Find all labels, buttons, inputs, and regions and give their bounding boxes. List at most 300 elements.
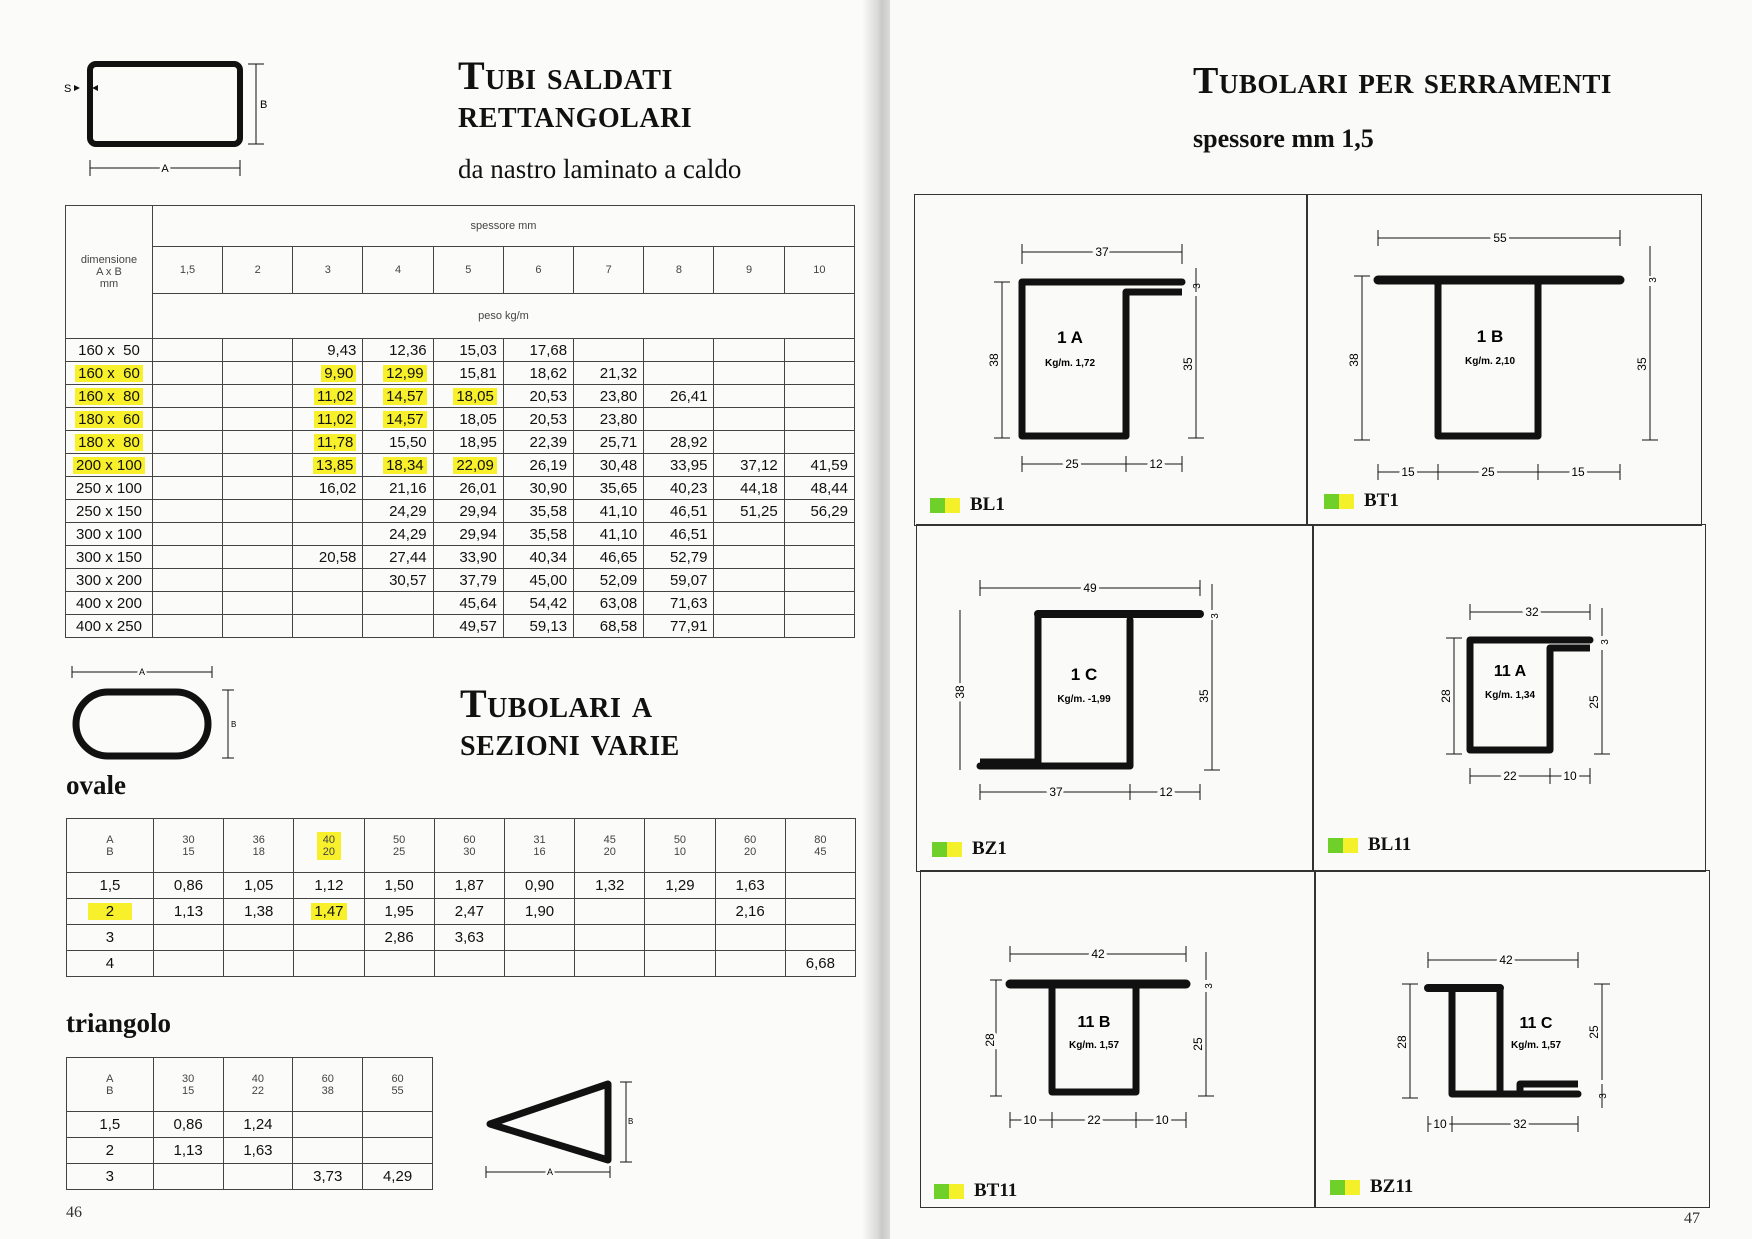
svg-text:37: 37 <box>1049 785 1063 799</box>
cell-value: 37,79 <box>459 571 497 589</box>
weight-cell <box>574 592 644 615</box>
cell-value: 15,81 <box>459 364 497 382</box>
weight-cell <box>223 523 293 546</box>
cell-value: 16,02 <box>318 479 357 497</box>
table-row <box>67 925 856 951</box>
size-header: 60 55 <box>363 1058 433 1112</box>
weight-cell <box>715 925 785 951</box>
cell-value: 37,12 <box>740 456 778 474</box>
cell-value: 25,71 <box>599 433 638 451</box>
weight-cell <box>363 615 433 638</box>
weight-cell <box>644 454 714 477</box>
size-header: 45 20 <box>575 819 645 873</box>
cell-value: 44,18 <box>740 479 778 497</box>
cell-value: 54,42 <box>529 594 568 612</box>
cell-value: 1,24 <box>243 1116 273 1133</box>
cell-value: 14,57 <box>383 411 427 428</box>
cell-value: 7 <box>605 264 612 276</box>
weight-cell <box>645 951 715 977</box>
profile-code-bl1: BL1 <box>930 494 1005 516</box>
cell-value: 48,44 <box>810 479 848 497</box>
weight-cell <box>644 339 714 362</box>
weight-cell <box>644 523 714 546</box>
cell-value: 300 x 150 <box>76 548 142 566</box>
svg-text:22: 22 <box>1503 769 1517 783</box>
right-page <box>890 0 1752 1239</box>
cell-value: 1,13 <box>173 1142 203 1159</box>
weight-cell <box>293 408 363 431</box>
thickness-header <box>293 247 363 294</box>
cell-value: 8 <box>675 264 682 276</box>
weight-cell <box>224 925 294 951</box>
size-header: 60 20 <box>715 819 785 873</box>
svg-text:42: 42 <box>1499 953 1513 967</box>
size-header: 31 16 <box>504 819 574 873</box>
cell-value: 18,05 <box>453 388 497 405</box>
cell-value: 300 x 200 <box>76 571 142 589</box>
cell-value: 6,68 <box>805 955 835 972</box>
weight-cell <box>503 546 573 569</box>
svg-text:1 C: 1 C <box>1070 665 1098 684</box>
weight-cell <box>784 615 854 638</box>
table-row <box>66 362 855 385</box>
table-row <box>66 408 855 431</box>
weight-cell <box>223 546 293 569</box>
weight-cell <box>223 615 293 638</box>
cell-value: 30,57 <box>389 571 427 589</box>
weight-cell <box>644 408 714 431</box>
weight-cell <box>224 899 294 925</box>
cell-value: 30,90 <box>529 479 568 497</box>
weight-cell <box>433 454 503 477</box>
profile-code-bz11: BZ11 <box>1330 1176 1413 1198</box>
profile-11b-drawing <box>983 944 1230 1134</box>
cell-value: 0,86 <box>173 877 204 894</box>
cell-value: 11,02 <box>314 388 356 405</box>
weight-cell <box>363 408 433 431</box>
cell-value: 33,90 <box>459 548 497 566</box>
cell-value: 200 x 100 <box>73 457 145 474</box>
weight-cell <box>575 873 645 899</box>
cell-value: 12,36 <box>389 341 427 359</box>
weight-cell <box>363 385 433 408</box>
weight-cell <box>714 362 784 385</box>
weight-cell <box>223 454 293 477</box>
weight-cell <box>714 408 784 431</box>
thickness-header <box>644 247 714 294</box>
profile-code-bz1: BZ1 <box>932 838 1007 860</box>
thickness-cell <box>67 1112 154 1138</box>
weight-cell <box>785 925 855 951</box>
dimension-cell <box>66 362 153 385</box>
weight-cell <box>152 546 222 569</box>
oval-a-label: A <box>138 667 146 677</box>
weight-cell <box>433 477 503 500</box>
cell-value: 35,58 <box>529 525 568 543</box>
cell-value: 1,5 <box>99 877 121 894</box>
svg-text:3: 3 <box>1204 983 1215 989</box>
weight-cell <box>224 873 294 899</box>
weight-cell <box>503 500 573 523</box>
profile-1a-drawing <box>960 228 1203 488</box>
weight-cell <box>503 592 573 615</box>
weight-cell <box>784 569 854 592</box>
cell-value: 21,32 <box>599 364 638 382</box>
weight-cell <box>224 951 294 977</box>
cell-value: 45,64 <box>459 594 497 612</box>
weight-cell <box>645 925 715 951</box>
size-header: 50 25 <box>364 819 434 873</box>
weight-cell <box>714 569 784 592</box>
cell-value: 41,59 <box>810 456 848 474</box>
weight-cell <box>714 385 784 408</box>
weight-cell <box>784 523 854 546</box>
weight-cell <box>363 592 433 615</box>
thickness-header <box>152 247 222 294</box>
weight-cell <box>433 362 503 385</box>
table-row <box>66 500 855 523</box>
weight-cell <box>293 500 363 523</box>
weight-cell <box>293 431 363 454</box>
weight-cell <box>152 431 222 454</box>
dimension-cell <box>66 454 153 477</box>
cell-value: 59,07 <box>669 571 708 589</box>
cell-value: 1,29 <box>665 877 695 894</box>
weight-cell <box>153 951 223 977</box>
table-row <box>67 1112 433 1138</box>
weight-cell <box>363 523 433 546</box>
svg-text:10: 10 <box>1023 1113 1037 1127</box>
svg-text:3: 3 <box>1192 283 1203 289</box>
cell-value: 11,78 <box>314 434 356 451</box>
cell-value: 29,94 <box>459 502 497 520</box>
cell-value: 1,63 <box>243 1142 273 1159</box>
weight-cell <box>153 873 223 899</box>
weight-cell <box>152 523 222 546</box>
ovale-table <box>66 818 856 977</box>
profile-1b-drawing <box>1347 228 1670 488</box>
cell-value: 9,43 <box>327 341 357 359</box>
svg-text:22: 22 <box>1087 1113 1101 1127</box>
cell-value: 14,57 <box>383 388 427 405</box>
cell-value: 15,50 <box>389 433 427 451</box>
cell-value: 4,29 <box>382 1168 413 1185</box>
svg-text:11 C: 11 C <box>1519 1015 1553 1032</box>
weight-cell <box>715 951 785 977</box>
svg-text:25: 25 <box>1587 1025 1601 1039</box>
cell-value: 3 <box>105 1168 115 1185</box>
svg-text:35: 35 <box>1181 357 1195 371</box>
weight-cell <box>294 925 364 951</box>
weight-cell <box>784 454 854 477</box>
cell-value: 46,51 <box>669 502 708 520</box>
weight-cell <box>434 899 504 925</box>
dimension-cell <box>66 592 153 615</box>
cell-value: 1,50 <box>384 877 414 894</box>
svg-text:12: 12 <box>1159 785 1173 799</box>
cell-value: 68,58 <box>599 617 638 635</box>
weight-cell <box>503 431 573 454</box>
weight-cell <box>784 408 854 431</box>
cell-value: 9,90 <box>321 365 356 382</box>
thickness-cell <box>67 1164 154 1190</box>
cell-value: 35,65 <box>599 479 638 497</box>
cell-value: 18,05 <box>459 410 497 428</box>
weight-cell <box>293 592 363 615</box>
weight-cell <box>293 523 363 546</box>
cell-value: 400 x 200 <box>76 594 142 612</box>
cell-value: 63,08 <box>599 594 638 612</box>
cell-value: 2 <box>254 264 261 276</box>
color-swatch <box>930 498 960 513</box>
weight-cell <box>644 362 714 385</box>
cell-value: 1,5 <box>99 1116 121 1133</box>
svg-text:Kg/m. 1,57: Kg/m. 1,57 <box>1068 1040 1120 1051</box>
subtitle-spessore: spessore mm 1,5 <box>1193 124 1374 153</box>
thickness-header <box>503 247 573 294</box>
weight-cell <box>433 592 503 615</box>
thickness-header <box>574 247 644 294</box>
weight-cell <box>784 546 854 569</box>
svg-text:28: 28 <box>1439 689 1453 703</box>
size-header: 36 18 <box>224 819 294 873</box>
weight-cell <box>223 408 293 431</box>
cell-value: 23,80 <box>599 410 638 428</box>
profile-1c-drawing <box>953 580 1221 810</box>
weight-cell <box>223 569 293 592</box>
size-header: 30 15 <box>153 1058 223 1112</box>
weight-cell <box>784 362 854 385</box>
svg-text:42: 42 <box>1091 947 1105 961</box>
weight-cell <box>574 500 644 523</box>
weight-cell <box>715 899 785 925</box>
weight-cell <box>152 569 222 592</box>
dimension-cell <box>66 477 153 500</box>
weight-cell <box>223 431 293 454</box>
weight-cell <box>152 592 222 615</box>
size-header: 40 22 <box>223 1058 293 1112</box>
cell-value: 1,95 <box>384 903 414 920</box>
weight-cell <box>644 615 714 638</box>
svg-text:10: 10 <box>1155 1113 1169 1127</box>
weight-cell <box>433 385 503 408</box>
weight-cell <box>785 873 855 899</box>
weight-cell <box>363 362 433 385</box>
weight-cell <box>363 454 433 477</box>
weight-cell <box>433 408 503 431</box>
weight-cell <box>294 873 364 899</box>
weight-cell <box>434 951 504 977</box>
weight-cell <box>715 873 785 899</box>
triangolo-label: triangolo <box>66 1008 171 1038</box>
cell-value: 2 <box>88 903 132 920</box>
weight-cell <box>714 339 784 362</box>
table-row <box>67 1164 433 1190</box>
weight-cell <box>784 500 854 523</box>
svg-text:Kg/m. 2,10: Kg/m. 2,10 <box>1464 356 1516 367</box>
thickness-header <box>363 247 433 294</box>
table-row <box>67 951 856 977</box>
cell-value: 71,63 <box>669 594 708 612</box>
thickness-cell <box>67 951 154 977</box>
weight-cell <box>433 615 503 638</box>
cell-value: 26,41 <box>669 387 708 405</box>
weight-cell <box>152 339 222 362</box>
weight-cell <box>293 1164 363 1190</box>
weight-cell <box>153 1138 223 1164</box>
table-row <box>66 615 855 638</box>
weight-cell <box>503 523 573 546</box>
table-row <box>67 1138 433 1164</box>
cell-value: 15,03 <box>459 341 497 359</box>
page-number-left: 46 <box>66 1204 82 1221</box>
cell-value: 29,94 <box>459 525 497 543</box>
cell-value: 11,02 <box>314 411 356 428</box>
weight-cell <box>364 873 434 899</box>
svg-text:Kg/m. -1,99: Kg/m. -1,99 <box>1057 694 1111 705</box>
cell-value: 24,29 <box>389 525 427 543</box>
table-row <box>66 592 855 615</box>
cell-value: 20,58 <box>318 548 357 566</box>
weight-cell <box>784 477 854 500</box>
weight-cell <box>714 431 784 454</box>
subtitle-nastro: da nastro laminato a caldo <box>458 154 742 184</box>
thickness-cell <box>67 873 154 899</box>
title-serramenti: Tubolari per serramenti <box>1193 60 1612 102</box>
profile-code-bt1: BT1 <box>1324 490 1399 512</box>
dimension-cell <box>66 500 153 523</box>
weight-cell <box>434 873 504 899</box>
table-header-row <box>67 819 856 873</box>
svg-text:35: 35 <box>1635 357 1649 371</box>
svg-text:3: 3 <box>1598 1093 1609 1099</box>
weight-cell <box>503 408 573 431</box>
weight-cell <box>503 615 573 638</box>
ovale-label: ovale <box>66 770 126 800</box>
weight-cell <box>293 1138 363 1164</box>
size-header: 60 38 <box>293 1058 363 1112</box>
weight-cell <box>645 899 715 925</box>
weight-cell <box>433 546 503 569</box>
color-swatch <box>932 842 962 857</box>
cell-value: 45,00 <box>529 571 568 589</box>
weight-cell <box>714 523 784 546</box>
weight-cell <box>785 951 855 977</box>
rect-tube-table <box>65 205 855 638</box>
cell-value: 1,90 <box>524 903 555 920</box>
svg-text:Kg/m. 1,57: Kg/m. 1,57 <box>1510 1040 1562 1051</box>
svg-text:25: 25 <box>1587 695 1601 709</box>
svg-text:10: 10 <box>1563 769 1577 783</box>
weight-cell <box>433 339 503 362</box>
weight-cell <box>152 454 222 477</box>
cell-value: 1,38 <box>244 903 274 920</box>
color-swatch <box>1330 1180 1360 1195</box>
cell-value: 23,80 <box>599 387 638 405</box>
weight-cell <box>503 477 573 500</box>
cell-value: 160 x 50 <box>78 341 140 359</box>
profile-11c-drawing <box>1396 948 1636 1138</box>
weight-cell <box>784 385 854 408</box>
weight-cell <box>644 500 714 523</box>
weight-cell <box>363 1138 433 1164</box>
weight-cell <box>223 1138 293 1164</box>
table-header-row <box>67 1058 433 1112</box>
svg-text:3: 3 <box>1600 639 1611 645</box>
cell-value: 24,29 <box>389 502 427 520</box>
svg-text:Kg/m. 1,34: Kg/m. 1,34 <box>1484 690 1536 701</box>
size-header: 80 45 <box>785 819 855 873</box>
weight-cell <box>153 925 223 951</box>
cell-value: 400 x 250 <box>76 617 142 635</box>
weight-cell <box>574 408 644 431</box>
cell-value: 250 x 100 <box>76 479 142 497</box>
triangolo-table <box>66 1057 433 1190</box>
weight-cell <box>574 615 644 638</box>
weight-cell <box>714 500 784 523</box>
cell-value: 2 <box>105 1142 115 1159</box>
svg-text:35: 35 <box>1197 689 1211 703</box>
svg-text:37: 37 <box>1095 245 1109 259</box>
cell-value: 5 <box>465 264 472 276</box>
cell-value: 22,39 <box>529 433 568 451</box>
cell-value: 250 x 150 <box>76 502 142 520</box>
cell-value: 33,95 <box>669 456 708 474</box>
weight-cell <box>574 569 644 592</box>
weight-cell <box>363 1164 433 1190</box>
cell-value: 20,53 <box>529 387 568 405</box>
cell-value: 1,12 <box>314 877 344 894</box>
weight-cell <box>503 569 573 592</box>
cell-value: 51,25 <box>740 502 778 520</box>
table-row <box>67 873 856 899</box>
cell-value: 46,51 <box>669 525 708 543</box>
cell-value: 1,5 <box>179 264 196 276</box>
weight-cell <box>153 899 223 925</box>
table-row <box>66 431 855 454</box>
weight-cell <box>223 339 293 362</box>
weight-cell <box>293 546 363 569</box>
svg-text:25: 25 <box>1191 1037 1205 1051</box>
cell-value: 1,32 <box>595 877 625 894</box>
table-row <box>66 385 855 408</box>
weight-cell <box>223 500 293 523</box>
cell-value: 40,23 <box>669 479 708 497</box>
table-row <box>66 339 855 362</box>
cell-value: 41,10 <box>599 502 638 520</box>
color-swatch <box>934 1184 964 1199</box>
weight-cell <box>784 431 854 454</box>
weight-cell <box>223 385 293 408</box>
cell-value: 180 x 80 <box>75 434 143 451</box>
dimension-cell <box>66 408 153 431</box>
cell-value: 300 x 100 <box>76 525 142 543</box>
svg-text:11 B: 11 B <box>1077 1014 1111 1031</box>
table-row <box>66 523 855 546</box>
weight-cell <box>364 951 434 977</box>
weight-cell <box>293 615 363 638</box>
peso-header: peso kg/m <box>152 294 854 339</box>
weight-cell <box>574 454 644 477</box>
thickness-cell <box>67 1138 154 1164</box>
cell-value: 17,68 <box>529 341 568 359</box>
cell-value: 3 <box>324 264 331 276</box>
profile-code-bl11: BL11 <box>1328 834 1411 856</box>
dimension-cell <box>66 615 153 638</box>
cell-value: 3 <box>105 929 115 946</box>
weight-cell <box>152 362 222 385</box>
cell-value: 180 x 60 <box>75 411 143 428</box>
